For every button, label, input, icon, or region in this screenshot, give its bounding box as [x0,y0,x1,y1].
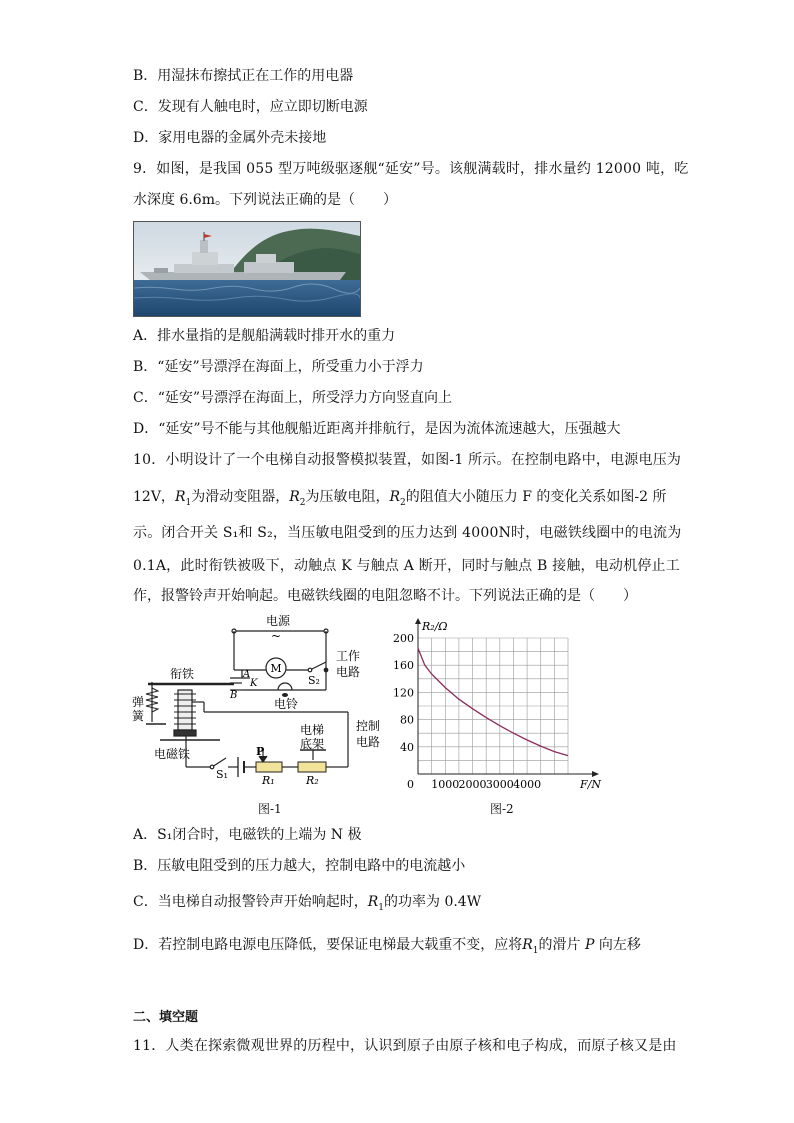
q9-option-d: D．“延安”号不能与其他舰船近距离并排航行，是因为流体流速越大，压强越大 [133,421,621,437]
q10-option-b: B．压敏电阻受到的压力越大，控制电路中的电流越小 [133,858,466,874]
label-r2: R₂ [306,774,319,787]
label-s1: S₁ [216,768,228,781]
circuit-diagram [130,612,400,792]
x-axis-arrow [592,771,599,777]
label-work-2: 电路 [336,665,361,679]
x-tick-label: 1000 [431,778,460,791]
label-armature: 衔铁 [170,667,195,681]
x-tick-label: 2000 [458,778,487,791]
section-title: 二、填空题 [133,1010,199,1025]
label-contact-k: K [250,678,258,689]
q9-stem-line1: 9．如图，是我国 055 型万吨级驱逐舰“延安”号。该舰满载时，排水量约 12000 吨，吃 [133,161,689,177]
x-tick-label: 4000 [513,778,542,791]
label-ac-symbol: ~ [270,629,282,643]
y-tick-label: 120 [393,686,414,700]
series-line [418,648,568,755]
label-elevator-1: 电梯 [300,723,325,737]
q8-option-d: D．家用电器的金属外壳未接地 [133,130,327,146]
y-axis-label: R₂/Ω [422,620,448,633]
label-spring-2: 簧 [132,709,145,723]
label-elevator-2: 底架 [300,737,325,751]
x-axis-label: F/N [580,778,601,791]
y-tick-label: 160 [393,659,414,673]
q8-option-b: B．用湿抹布擦拭正在工作的用电器 [133,68,354,84]
ship-photo [133,221,361,317]
q10-stem-line5: 作，报警铃声开始响起。电磁铁线圈的电阻忽略不计。下列说法正确的是（ ） [133,588,637,604]
label-slider-p: P [256,745,265,758]
resistance-chart [392,614,612,792]
q10-stem-line4: 0.1A，此时衔铁被吸下，动触点 K 与触点 A 断开，同时与触点 B 接触，电动机停止工 [133,558,680,574]
label-s2: S₂ [308,674,320,687]
q9-option-c: C．“延安”号漂浮在海面上，所受浮力方向竖直向上 [133,390,453,406]
figure-1-caption: 图-1 [258,802,282,816]
label-magnet: 电磁铁 [154,747,191,761]
label-contact-b: B [230,690,238,701]
y-tick-label: 80 [400,713,414,727]
y-tick-label: 40 [400,740,414,754]
label-contact-a: A [243,669,251,680]
q11-stem: 11．人类在探索微观世界的历程中，认识到原子由原子核和电子构成，而原子核又是由 [133,1038,677,1054]
figure-2-caption: 图-2 [490,802,514,816]
label-power: 电源 [266,614,291,628]
q8-option-c: C．发现有人触电时，应立即切断电源 [133,99,368,115]
label-bell: 电铃 [274,697,299,711]
q9-option-a: A．排水量指的是舰船满载时排开水的重力 [133,328,396,344]
label-work-1: 工作 [336,649,361,663]
q9-stem-line2: 水深度 6.6m。下列说法正确的是（ ） [133,192,397,208]
label-spring-1: 弹 [132,695,145,709]
label-ctrl-2: 电路 [356,735,381,749]
q10-stem-line1: 10．小明设计了一个电梯自动报警模拟装置，如图-1 所示。在控制电路中，电源电压为 [133,452,682,468]
label-motor: M [270,662,282,675]
y-axis-arrow [415,618,421,624]
y-tick-label: 200 [393,632,414,645]
q9-option-b: B．“延安”号漂浮在海面上，所受重力小于浮力 [133,359,424,375]
q10-stem-line3: 示。闭合开关 S₁和 S₂，当压敏电阻受到的压力达到 4000N时，电磁铁线圈中的电流为 [133,525,682,541]
x-tick-label: 3000 [485,778,514,791]
q10-option-c: C．当电梯自动报警铃声开始响起时，$R_1$的功率为 0.4W [133,894,482,913]
x-tick-label: 0 [407,778,414,791]
q10-option-a: A．S₁闭合时，电磁铁的上端为 N 极 [133,827,362,843]
label-ctrl-1: 控制 [356,719,381,733]
q10-option-d: D．若控制电路电源电压降低，要保证电梯最大载重不变，应将$R_1$的滑片 P 向左移 [133,937,641,956]
q10-stem-line2: 12V，$R_1$为滑动变阻器，$R_2$为压敏电阻，$R_2$的阻值大小随压力 F 的变化关系如图-2 所 [133,489,667,508]
label-r1: R₁ [262,774,275,787]
